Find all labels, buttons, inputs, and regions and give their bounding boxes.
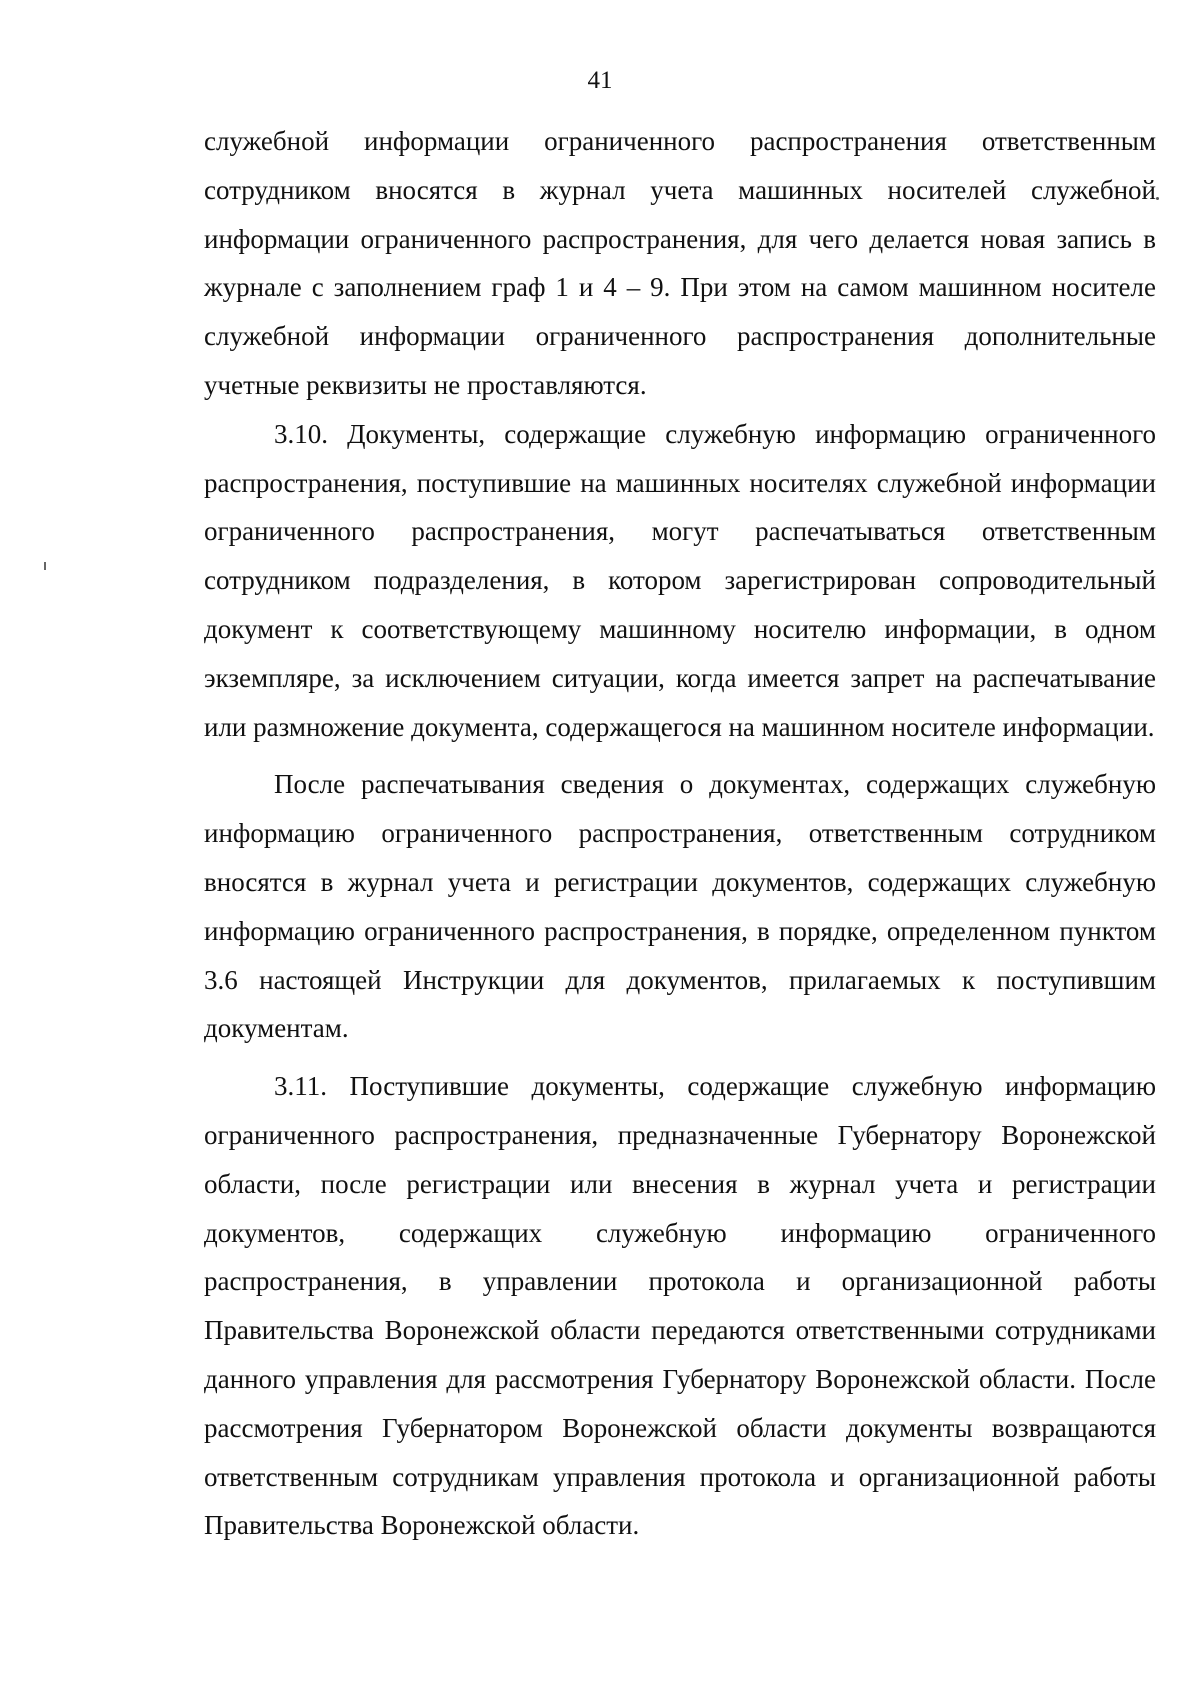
scan-artifact-dot: [1156, 197, 1159, 200]
scan-artifact-mark: [44, 562, 46, 570]
paragraph-after-printing: После распечатывания сведения о документах, содержащих служебную информацию ограниченного распространения, ответственным сотрудником вносятся в журнал учета и регистрации документов, содержащих служебную информацию ограниченного распространения, в порядке, определенном пунктом 3.6 настоящей Инструкции для документов, прилагаемых к поступившим документам.: [204, 769, 1156, 1044]
page-number: 41: [587, 67, 613, 94]
paragraph-continuation: служебной информации ограниченного распространения ответственным сотрудником вносятся в журнал учета машинных носителей служебной информации ограниченного распространения, для чего делается новая запись в журнале с заполнением граф 1 и 4 – 9. При этом на самом машинном носителе служебной информации ограниченного распространения дополнительные учетные реквизиты не проставляются.: [204, 126, 1156, 400]
paragraph-section-3-10: 3.10. Документы, содержащие служебную информацию ограниченного распространения, поступившие на машинных носителях служебной информации ограниченного распространения, могут распечатываться ответственным сотрудником подразделения, в котором зарегистрирован сопроводительный документ к соответствующему машинному носителю информации, в одном экземпляре, за исключением ситуации, когда имеется запрет на распечатывание или размножение документа, содержащегося на машинном носителе информации.: [204, 418, 1156, 742]
paragraph-section-3-11: 3.11. Поступившие документы, содержащие служебную информацию ограниченного распространения, предназначенные Губернатору Воронежской области, после регистрации или внесения в журнал учета и регистрации документов, содержащих служебную информацию ограниченного распространения, в управлении протокола и организационной работы Правительства Воронежской области передаются ответственными сотрудниками данного управления для рассмотрения Губернатору Воронежской области. После рассмотрения Губернатором Воронежской области документы возвращаются ответственным сотрудникам управления протокола и организационной работы Правительства Воронежской области.: [204, 1071, 1156, 1541]
document-body: [204, 117, 1156, 1550]
